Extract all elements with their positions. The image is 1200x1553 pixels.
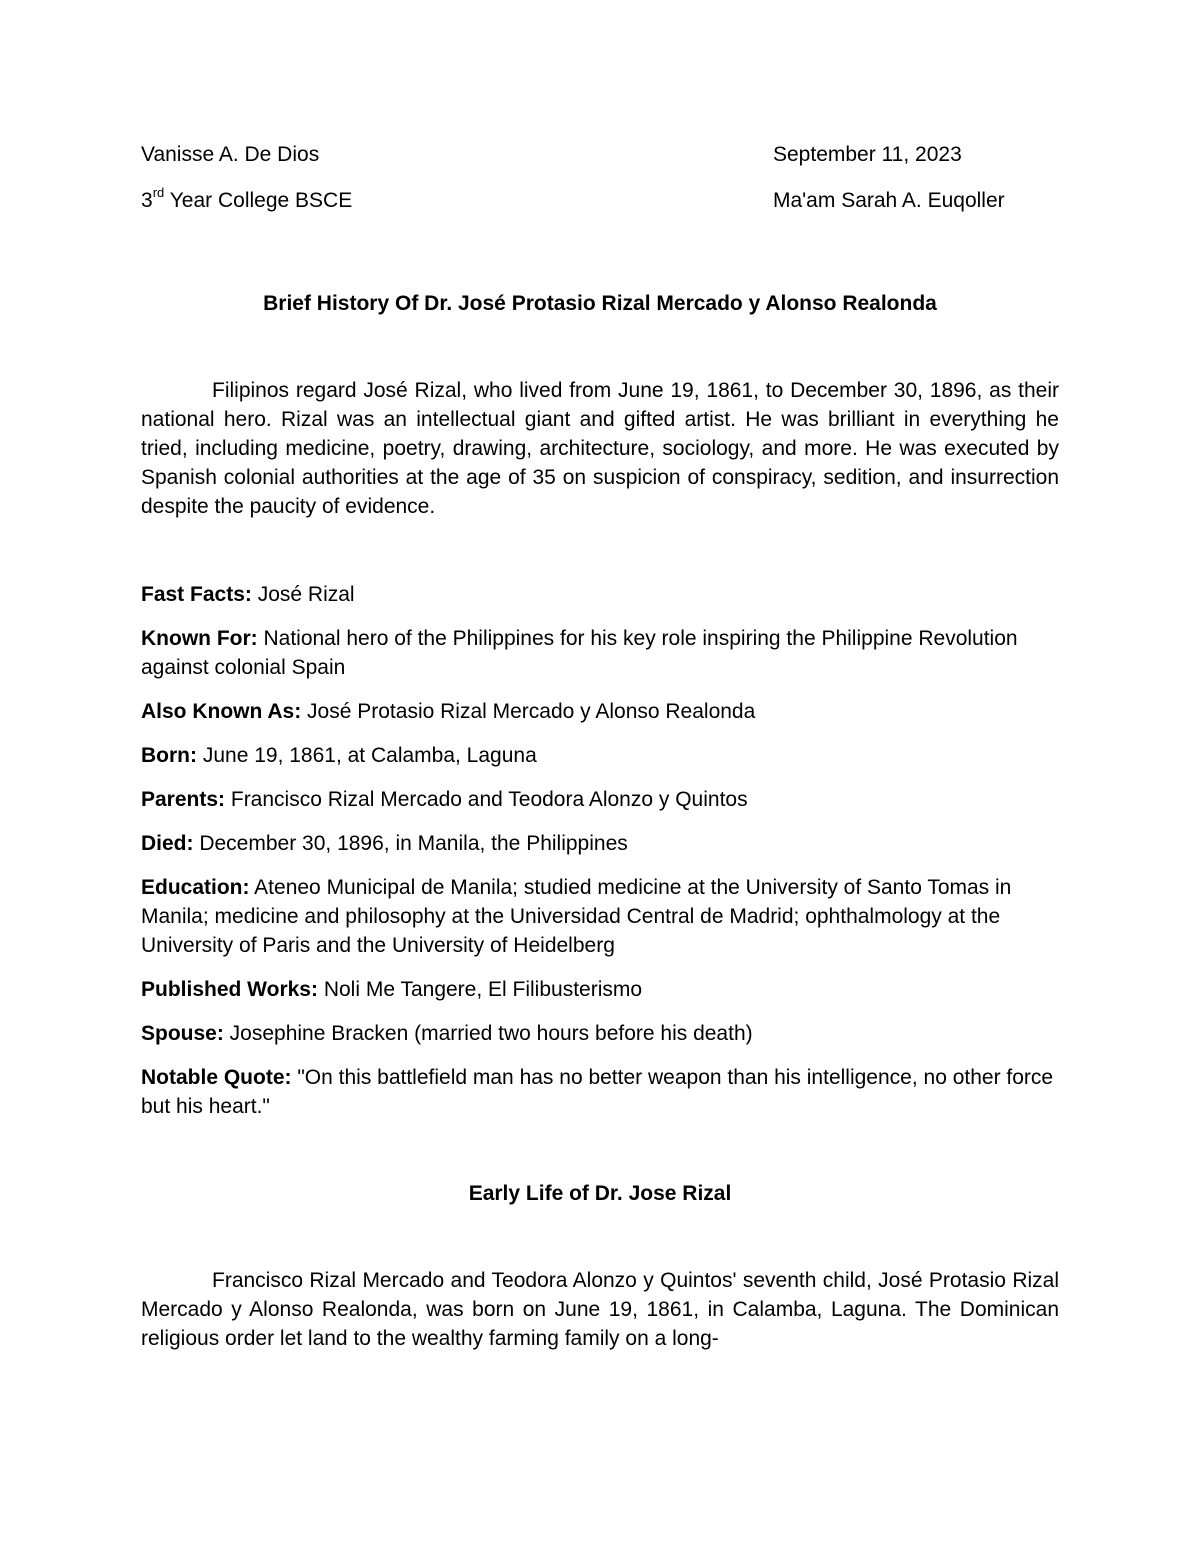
fact-value: "On this battlefield man has no better weapon than his intelligence, no other force but his heart." (141, 1066, 1054, 1118)
fact-value: June 19, 1861, at Calamba, Laguna (197, 744, 537, 767)
fact-label: Parents: (141, 788, 226, 811)
document-body (141, 140, 1059, 1353)
fact-item (141, 580, 1059, 609)
document-title: Brief History Of Dr. José Protasio Rizal Mercado y Alonso Realonda (263, 292, 937, 315)
fast-facts-list (141, 580, 1059, 1121)
fact-item (141, 829, 1059, 858)
intro-paragraph: Filipinos regard José Rizal, who lived from June 19, 1861, to December 30, 1896, as their national hero. Rizal was an intellectual giant and gifted artist. He was brilliant in everything he tried, including medicine, poetry, drawing, architecture, sociology, and more. He was executed by Spanish colonial authorities at the age of 35 on suspicion of conspiracy, sedition, and insurrection despite the paucity of evidence. (141, 379, 1059, 518)
fact-value: Noli Me Tangere, El Filibusterismo (317, 978, 643, 1001)
fact-label: Published Works: (141, 978, 318, 1001)
fact-value: Josephine Bracken (married two hours before his death) (223, 1022, 753, 1045)
fact-label: Fast Facts: (141, 583, 252, 606)
fact-item (141, 624, 1059, 682)
fact-item (141, 1063, 1059, 1121)
fact-label: Notable Quote: (141, 1066, 292, 1089)
fact-value: Francisco Rizal Mercado and Teodora Alonzo y Quintos (225, 788, 748, 811)
fact-item (141, 1019, 1059, 1048)
header-row-2 (141, 186, 1059, 215)
year-course (141, 186, 352, 215)
fact-value: December 30, 1896, in Manila, the Philippines (193, 832, 628, 855)
fact-label: Spouse: (141, 1022, 224, 1045)
fact-value: José Protasio Rizal Mercado y Alonso Realonda (301, 700, 756, 723)
fact-label: Died: (141, 832, 194, 855)
fact-item (141, 785, 1059, 814)
fact-value: José Rizal (251, 583, 355, 606)
fact-item (141, 741, 1059, 770)
early-life-heading: Early Life of Dr. Jose Rizal (468, 1182, 732, 1205)
student-name: Vanisse A. De Dios (141, 143, 320, 166)
document-date: September 11, 2023 (773, 143, 962, 166)
fact-item (141, 697, 1059, 726)
fact-item (141, 873, 1059, 960)
fact-label: Education: (141, 876, 250, 899)
early-life-paragraph: Francisco Rizal Mercado and Teodora Alonzo y Quintos' seventh child, José Protasio Rizal Mercado y Alonso Realonda, was born on June 19, 1861, in Calamba, Laguna. The Dominican religious order let land to the wealthy farming family on a long- (141, 1269, 1059, 1350)
header-row-1 (141, 140, 1059, 169)
fact-label: Also Known As: (141, 700, 302, 723)
year-number: 3 (141, 189, 153, 212)
fact-item (141, 975, 1059, 1004)
fact-label: Known For: (141, 627, 258, 650)
year-ordinal: rd (152, 185, 165, 200)
teacher-name: Ma'am Sarah A. Euqoller (773, 189, 1005, 212)
fact-label: Born: (141, 744, 197, 767)
fact-value: Ateneo Municipal de Manila; studied medicine at the University of Santo Tomas in Manila; medicine and philosophy at the Universidad Central de Madrid; ophthalmology at the University of Paris and the University of Heidelberg (141, 876, 1012, 957)
year-course-text: Year College BSCE (164, 189, 353, 212)
fact-value: National hero of the Philippines for his key role inspiring the Philippine Revolution against colonial Spain (141, 627, 1018, 679)
